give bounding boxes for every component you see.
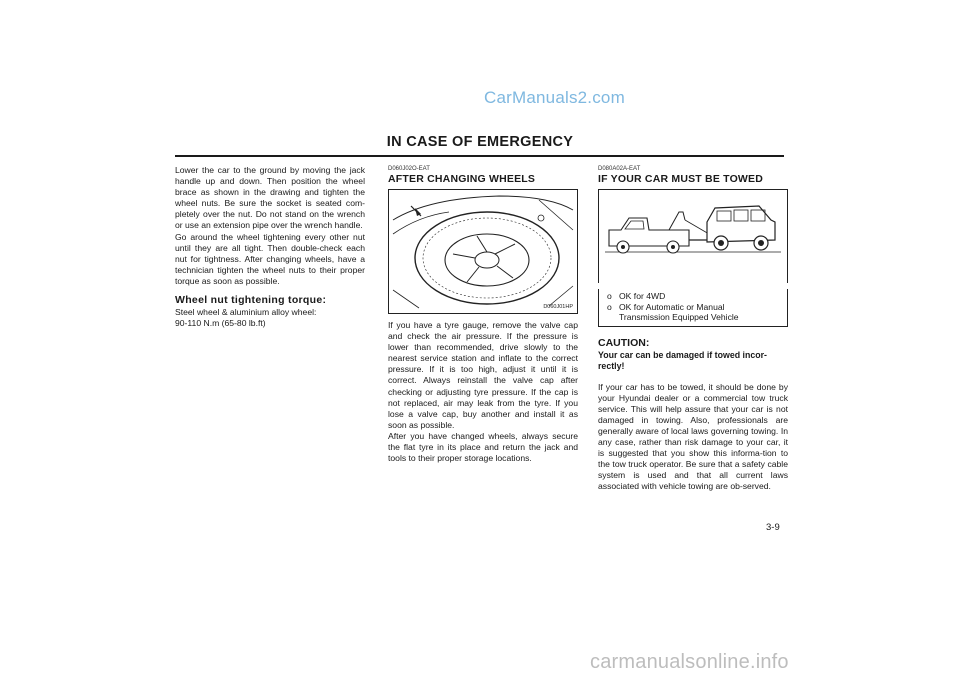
- torque-value: 90-110 N.m (65-80 lb.ft): [175, 318, 266, 329]
- tow-truck-drawing: [599, 190, 787, 283]
- page-title: IN CASE OF EMERGENCY: [386, 134, 574, 150]
- column-wheel-nuts: [175, 165, 365, 329]
- torque-wheel-type: Steel wheel & aluminium alloy wheel:: [175, 307, 317, 318]
- tow-notes-box: [598, 289, 788, 327]
- section-title-towing: IF YOUR CAR MUST BE TOWED: [598, 173, 764, 185]
- paragraph-lower-car: Lower the car to the ground by moving the jack handle up and down. Then position the wheel brace as shown in the drawing and tighten the wheel nuts. Be sure the socket is seated com-pletely over the nut. Do not stand on the wrench or use an extension pipe over the wrench handle.: [175, 165, 365, 231]
- caution-warning: Your car can be damaged if towed incor-rectly!: [598, 349, 767, 371]
- note-text: Transmission Equipped Vehicle: [619, 312, 739, 322]
- watermark-carmanualsonline: carmanualsonline.info: [590, 651, 789, 673]
- note-text: OK for 4WD: [619, 291, 666, 301]
- section-code: D060J02O-EAT: [388, 166, 430, 172]
- bullet: o: [607, 291, 612, 301]
- column-after-changing: [388, 165, 578, 464]
- torque-heading: Wheel nut tightening torque:: [175, 294, 327, 307]
- figure-code: D060J01HP: [543, 304, 573, 310]
- column-towing: [598, 165, 788, 492]
- list-item: [599, 302, 787, 313]
- header-rule: [175, 155, 784, 157]
- paragraph-secure-tyre: After you have changed wheels, always secure the flat tyre in its place and return the jack and tools to their proper storage locations.: [388, 430, 578, 464]
- bullet: o: [607, 301, 612, 312]
- page-number: 3-9: [766, 522, 780, 533]
- spare-tyre-illustration: [388, 189, 578, 314]
- tow-truck-illustration: [598, 189, 788, 283]
- bullet: [607, 312, 619, 323]
- paragraph-tyre-pressure: If you have a tyre gauge, remove the valve cap and check the air pressure. If the pressure is lower than recommended, drive slowly to the nearest service station and inflate to the correct pressure. If it is too high, adjust it until it is correct. Always reinstall the valve cap after checking or adjusting tyre pressure. If the cap is not replaced, air may leak from the tyre. If you lose a valve cap, buy another and install it as soon as possible.: [388, 320, 578, 430]
- spare-tyre-drawing: [389, 190, 577, 313]
- section-title-after-changing: AFTER CHANGING WHEELS: [388, 173, 536, 185]
- paragraph-towing: If your car has to be towed, it should be done by your Hyundai dealer or a commercial tow truck service. This will help assure that your car is not damaged in towing. Also, professionals are generally aware of local laws governing towing. In any case, rather than risk damage to your car, it is suggested that you show this informa-tion to the tow truck operator. Be sure that a safety cable system is used and that all current laws associated with vehicle towing are ob-served.: [598, 381, 788, 492]
- note-text: OK for Automatic or Manual: [619, 301, 725, 312]
- caution-heading: CAUTION:: [598, 336, 650, 349]
- list-item: [599, 291, 787, 302]
- paragraph-tighten-nuts: Go around the wheel tightening every other nut until they are all tight. Then double-check each nut for tightness. After changing wheels, have a technician tighten the wheel nuts to their proper torque as soon as possible.: [175, 231, 365, 286]
- section-code: D080A02A-EAT: [598, 166, 641, 172]
- list-item: [599, 312, 787, 323]
- watermark-carmanuals2: CarManuals2.com: [484, 88, 625, 107]
